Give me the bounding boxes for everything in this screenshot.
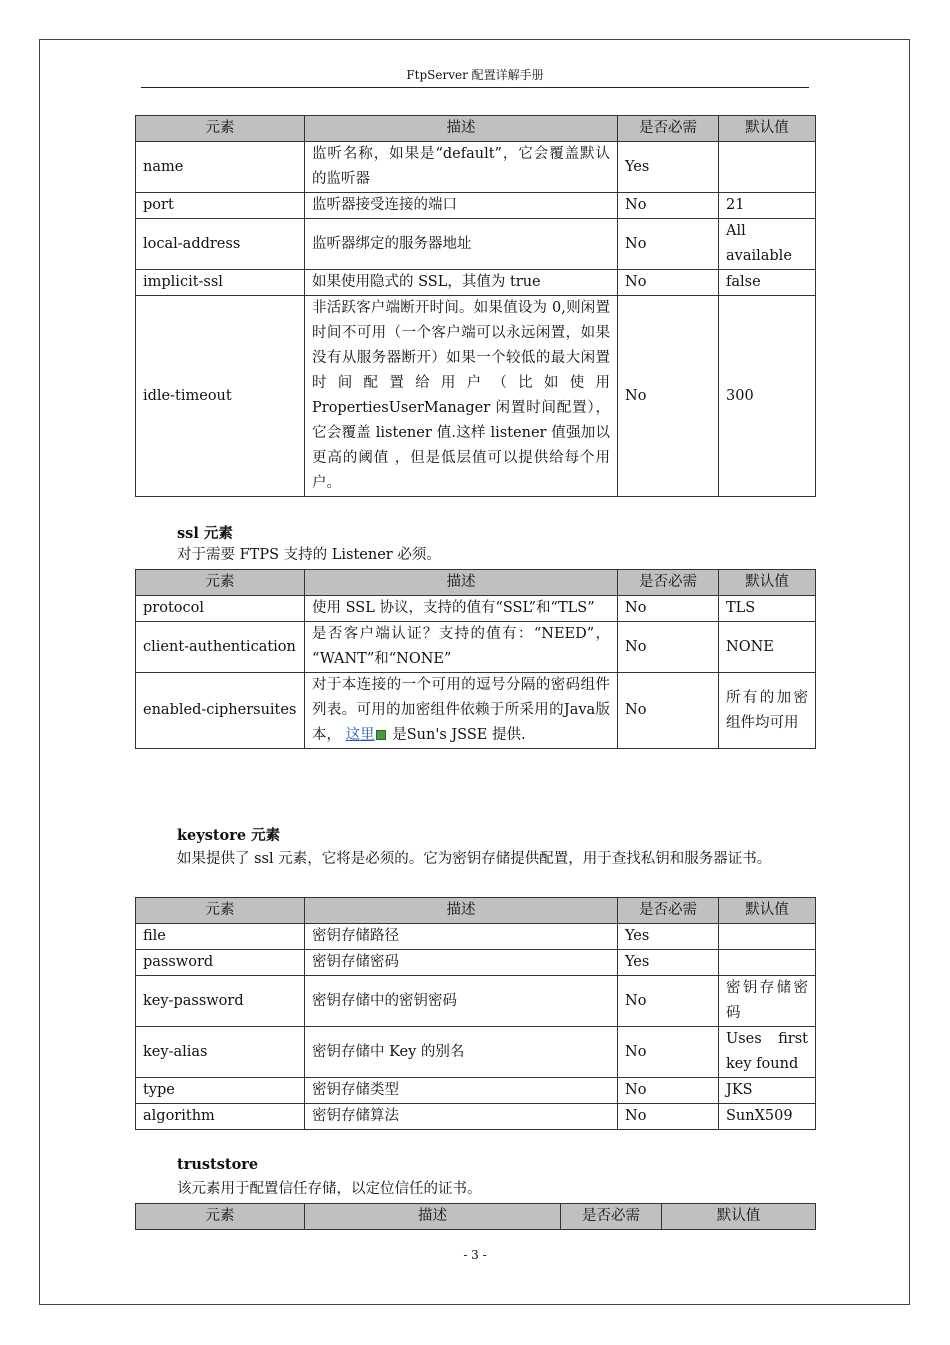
table-header-row	[136, 1204, 816, 1230]
cell-default	[719, 924, 816, 950]
cell-desc: 监听器接受连接的端口	[305, 193, 618, 219]
cell-default: All available	[719, 219, 816, 270]
col-header-desc: 描述	[305, 1204, 561, 1230]
truststore-table	[135, 1203, 816, 1230]
truststore-section-title: truststore	[177, 1156, 259, 1173]
cell-desc	[305, 673, 618, 749]
cell-desc: 监听器绑定的服务器地址	[305, 219, 618, 270]
keystore-section-intro: 如果提供了 ssl 元素，它将是必须的。它为密钥存储提供配置，用于查找私钥和服务器证书。	[177, 851, 772, 867]
col-header-element: 元素	[136, 898, 305, 924]
cell-default	[719, 142, 816, 193]
cell-element: protocol	[136, 596, 305, 622]
cell-default: 300	[719, 296, 816, 497]
cell-desc: 如果使用隐式的 SSL，其值为 true	[305, 270, 618, 296]
page-number: - 3 -	[463, 1248, 487, 1262]
cell-default: Uses first key found	[719, 1027, 816, 1078]
ssl-section-title: ssl 元素	[177, 525, 233, 542]
keystore-table	[135, 897, 816, 1130]
table-header-row	[136, 116, 816, 142]
table-row	[136, 924, 816, 950]
table-row	[136, 193, 816, 219]
cell-element: password	[136, 950, 305, 976]
table-row	[136, 219, 816, 270]
col-header-desc: 描述	[305, 570, 618, 596]
table-row	[136, 296, 816, 497]
col-header-desc: 描述	[305, 116, 618, 142]
cell-element: local-address	[136, 219, 305, 270]
cell-required: No	[618, 270, 719, 296]
cell-required: Yes	[618, 142, 719, 193]
table-row	[136, 950, 816, 976]
cell-desc: 监听名称，如果是“default”，它会覆盖默认的监听器	[305, 142, 618, 193]
cell-element: file	[136, 924, 305, 950]
cell-required: No	[618, 1027, 719, 1078]
cell-desc: 非活跃客户端断开时间。如果值设为 0,则闲置时间不可用（一个客户端可以永远闲置，如果没有从服务器断开）如果一个较低的最大闲置时间配置给用户（比如使用 PropertiesUserManager 闲置时间配置），它会覆盖 listener 值.这样 listener 值强加以更高的阈值 ，但是低层值可以提供给每个用户。	[305, 296, 618, 497]
cell-element: algorithm	[136, 1104, 305, 1130]
cell-default: TLS	[719, 596, 816, 622]
table-row	[136, 1078, 816, 1104]
col-header-default: 默认值	[719, 116, 816, 142]
header-rule	[141, 87, 809, 88]
col-header-required: 是否必需	[618, 570, 719, 596]
cell-default: NONE	[719, 622, 816, 673]
cell-element: implicit-ssl	[136, 270, 305, 296]
cell-required: No	[618, 673, 719, 749]
cell-element: idle-timeout	[136, 296, 305, 497]
truststore-section-intro: 该元素用于配置信任存储，以定位信任的证书。	[177, 1181, 482, 1197]
table-row	[136, 1104, 816, 1130]
cell-desc: 密钥存储中 Key 的别名	[305, 1027, 618, 1078]
col-header-default: 默认值	[719, 898, 816, 924]
cell-required: Yes	[618, 950, 719, 976]
cell-element: type	[136, 1078, 305, 1104]
col-header-default: 默认值	[662, 1204, 816, 1230]
cell-required: No	[618, 622, 719, 673]
cell-element: name	[136, 142, 305, 193]
col-header-element: 元素	[136, 1204, 305, 1230]
cell-default: JKS	[719, 1078, 816, 1104]
cell-default: 密钥存储密码	[719, 976, 816, 1027]
cell-desc: 密钥存储算法	[305, 1104, 618, 1130]
cell-desc: 密钥存储类型	[305, 1078, 618, 1104]
cell-desc: 是否客户端认证？支持的值有：“NEED”， “WANT”和“NONE”	[305, 622, 618, 673]
cell-required: No	[618, 296, 719, 497]
cell-element: key-password	[136, 976, 305, 1027]
cell-default: 所有的加密组件均可用	[719, 673, 816, 749]
col-header-required: 是否必需	[618, 116, 719, 142]
cell-default	[719, 950, 816, 976]
cell-element: enabled-ciphersuites	[136, 673, 305, 749]
col-header-default: 默认值	[719, 570, 816, 596]
cell-element: client-authentication	[136, 622, 305, 673]
cell-required: No	[618, 1078, 719, 1104]
table-row	[136, 1027, 816, 1078]
cell-required: Yes	[618, 924, 719, 950]
keystore-section-title: keystore 元素	[177, 827, 281, 844]
table-header-row	[136, 570, 816, 596]
table-row	[136, 596, 816, 622]
cell-default: SunX509	[719, 1104, 816, 1130]
jsse-link[interactable]: 这里	[345, 727, 375, 743]
table-row	[136, 622, 816, 673]
page-header: FtpServer 配置详解手册	[406, 68, 544, 82]
external-link-icon	[376, 730, 386, 740]
desc-text: 是Sun's JSSE 提供.	[387, 727, 526, 743]
col-header-element: 元素	[136, 570, 305, 596]
cell-required: No	[618, 219, 719, 270]
col-header-required: 是否必需	[618, 898, 719, 924]
cell-element: port	[136, 193, 305, 219]
table-row	[136, 270, 816, 296]
table-header-row	[136, 898, 816, 924]
listener-table	[135, 115, 816, 497]
table-row	[136, 673, 816, 749]
cell-required: No	[618, 596, 719, 622]
cell-element: key-alias	[136, 1027, 305, 1078]
table-row	[136, 976, 816, 1027]
col-header-required: 是否必需	[561, 1204, 662, 1230]
cell-default: 21	[719, 193, 816, 219]
cell-required: No	[618, 1104, 719, 1130]
cell-desc: 密钥存储路径	[305, 924, 618, 950]
cell-required: No	[618, 976, 719, 1027]
col-header-element: 元素	[136, 116, 305, 142]
cell-desc: 密钥存储密码	[305, 950, 618, 976]
cell-required: No	[618, 193, 719, 219]
ssl-table	[135, 569, 816, 749]
desc-text: 对于本连接的一个可用的逗号分隔的密码组件列表。可用的加密组件依赖于所采用的Java版本，	[312, 677, 610, 743]
ssl-section-intro: 对于需要 FTPS 支持的 Listener 必须。	[177, 547, 441, 563]
cell-desc: 使用 SSL 协议，支持的值有“SSL”和“TLS”	[305, 596, 618, 622]
cell-desc: 密钥存储中的密钥密码	[305, 976, 618, 1027]
cell-default: false	[719, 270, 816, 296]
col-header-desc: 描述	[305, 898, 618, 924]
table-row	[136, 142, 816, 193]
